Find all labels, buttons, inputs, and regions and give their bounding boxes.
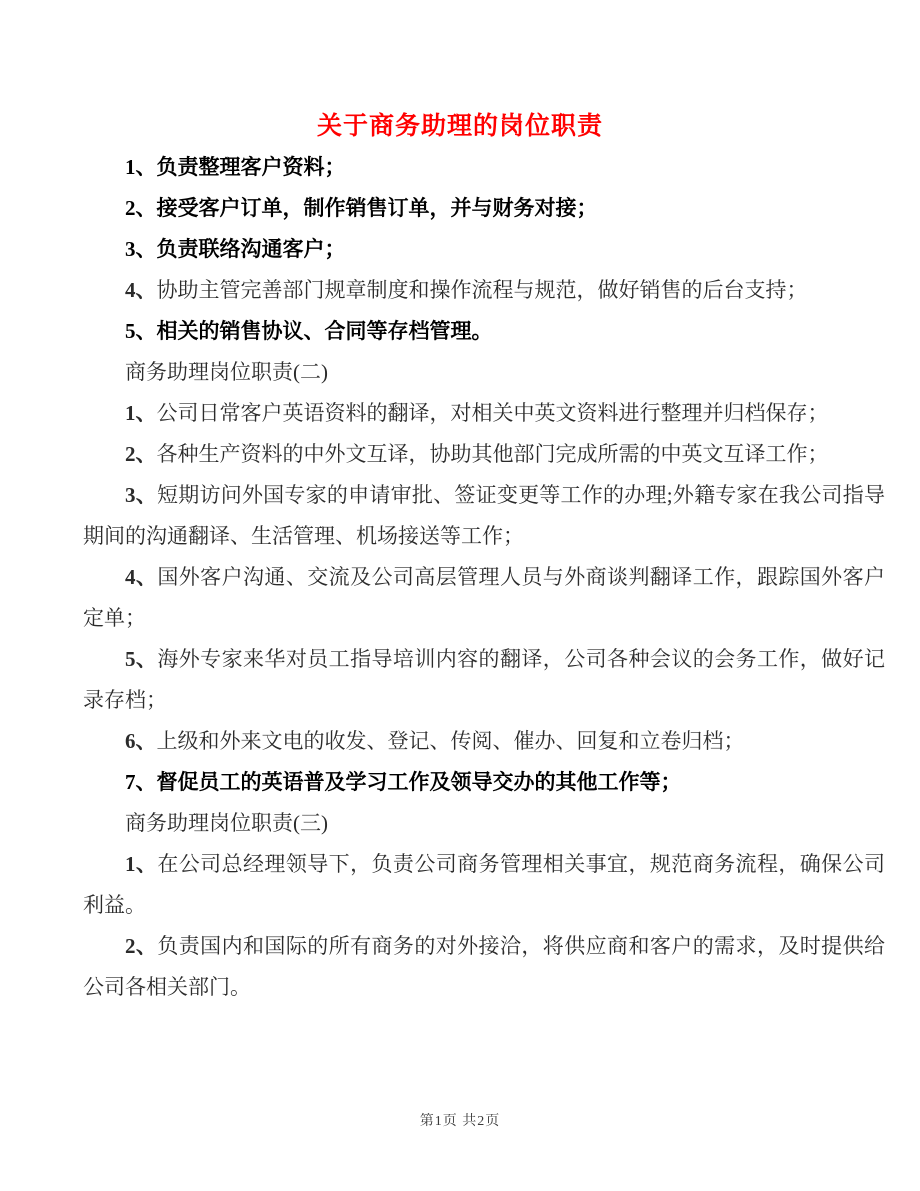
item-text: 负责国内和国际的所有商务的对外接洽，将供应商和客户的需求，及时提供给公司各相关部门。 <box>83 934 886 999</box>
item-number: 1、 <box>125 155 157 179</box>
item-text: 上级和外来文电的收发、登记、传阅、催办、回复和立卷归档； <box>156 729 745 753</box>
section-heading-text: 商务助理岗位职责(二) <box>125 360 328 384</box>
list-item <box>83 844 885 926</box>
list-item <box>83 147 885 188</box>
section-heading-text: 商务助理岗位职责(三) <box>125 811 328 835</box>
page-footer <box>0 1110 920 1130</box>
item-text: 接受客户订单，制作销售订单，并与财务对接； <box>156 196 598 220</box>
item-text: 各种生产资料的中外文互译，协助其他部门完成所需的中英文互译工作； <box>156 442 829 466</box>
list-item <box>83 393 885 434</box>
item-text: 相关的销售协议、合同等存档管理。 <box>156 319 493 343</box>
item-number: 4、 <box>125 278 157 302</box>
item-number: 6、 <box>125 729 157 753</box>
item-text: 督促员工的英语普及学习工作及领导交办的其他工作等； <box>156 770 682 794</box>
item-number: 7、 <box>125 770 157 794</box>
item-number: 1、 <box>125 852 158 876</box>
item-text: 海外专家来华对员工指导培训内容的翻译，公司各种会议的会务工作，做好记录存档； <box>83 647 886 712</box>
list-item <box>83 188 885 229</box>
list-item <box>83 475 885 557</box>
item-text: 短期访问外国专家的申请审批、签证变更等工作的办理;外籍专家在我公司指导期间的沟通翻译、生活管理、机场接送等工作； <box>83 483 885 548</box>
list-item <box>83 557 885 639</box>
item-text: 公司日常客户英语资料的翻译，对相关中英文资料进行整理并归档保存； <box>156 401 829 425</box>
list-item <box>83 270 885 311</box>
list-item <box>83 434 885 475</box>
item-number: 5、 <box>125 647 158 671</box>
item-number: 3、 <box>125 483 157 507</box>
list-item <box>83 311 885 352</box>
item-text: 在公司总经理领导下，负责公司商务管理相关事宜，规范商务流程，确保公司利益。 <box>83 852 886 917</box>
list-item <box>83 762 885 803</box>
item-text: 负责整理客户资料； <box>156 155 346 179</box>
item-number: 2、 <box>125 442 157 466</box>
page-number: 第1页 共2页 <box>419 1114 501 1129</box>
item-number: 1、 <box>125 401 157 425</box>
document-title: 关于商务助理的岗位职责 <box>316 113 603 140</box>
list-item <box>83 926 885 1008</box>
list-item <box>83 229 885 270</box>
item-number: 2、 <box>125 934 158 958</box>
item-number: 4、 <box>125 565 158 589</box>
item-text: 国外客户沟通、交流及公司高层管理人员与外商谈判翻译工作，跟踪国外客户定单； <box>83 565 886 630</box>
list-item <box>83 721 885 762</box>
list-item <box>83 639 885 721</box>
item-text: 协助主管完善部门规章制度和操作流程与规范，做好销售的后台支持； <box>156 278 808 302</box>
item-text: 负责联络沟通客户； <box>156 237 346 261</box>
item-number: 5、 <box>125 319 157 343</box>
item-number: 3、 <box>125 237 157 261</box>
item-number: 2、 <box>125 196 157 220</box>
section-heading <box>83 803 885 844</box>
section-heading <box>83 352 885 393</box>
document-body <box>83 147 885 1008</box>
